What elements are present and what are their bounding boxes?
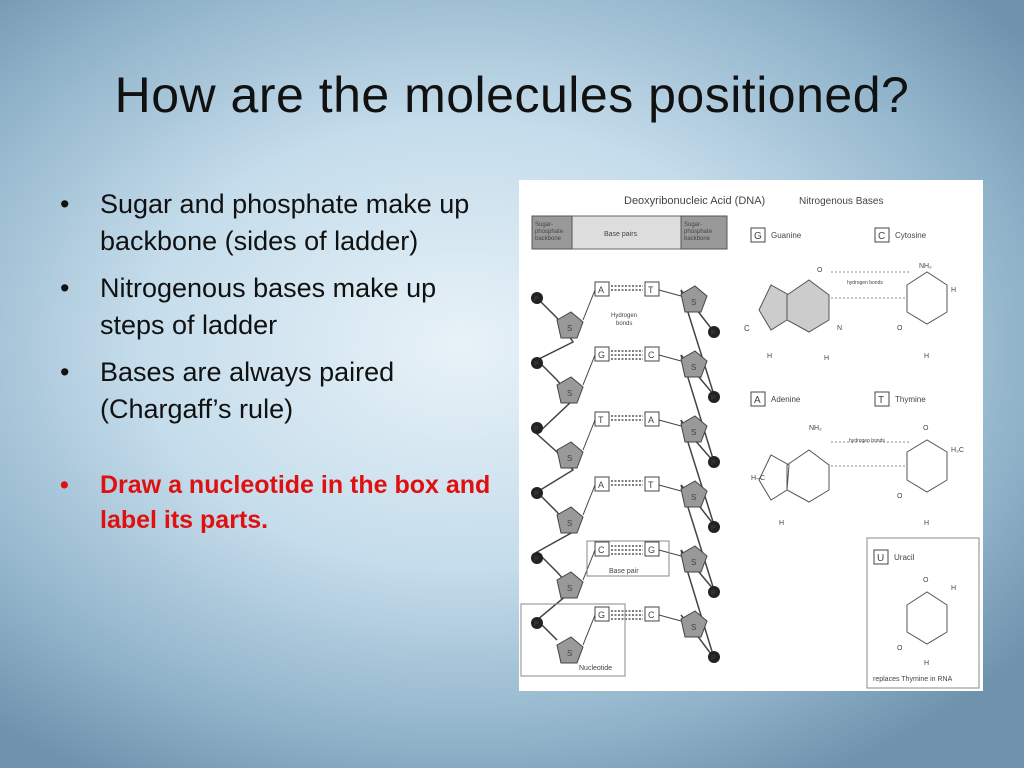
- uracil-name: Uracil: [894, 553, 915, 562]
- sugar-label: S: [691, 363, 697, 372]
- uracil-note: replaces Thymine in RNA: [873, 676, 953, 683]
- base-left: T: [598, 415, 604, 425]
- uracil-letter: U: [877, 553, 885, 564]
- base-right: C: [648, 350, 655, 360]
- uracil-panel: [867, 538, 979, 688]
- svg-text:H: H: [779, 520, 785, 527]
- phosphate-label: P: [534, 621, 539, 628]
- thymine-name: Thymine: [895, 395, 926, 404]
- base-right: C: [648, 610, 655, 620]
- sugar-label: S: [691, 623, 697, 632]
- svg-text:H: H: [924, 353, 930, 360]
- sugar-label: S: [567, 519, 573, 528]
- dna-figure: [519, 180, 983, 691]
- base-sugar-link: [583, 615, 595, 645]
- legend-mid-label: Base pairs: [604, 231, 638, 238]
- base-sugar-link: [583, 420, 595, 450]
- base-sugar-link: [583, 355, 595, 385]
- phosphate-label: P: [534, 361, 539, 368]
- svg-text:H–C: H–C: [751, 475, 766, 482]
- phosphate-label: P: [711, 460, 716, 467]
- dna-diagram: [519, 180, 983, 691]
- phosphate-label: P: [534, 296, 539, 303]
- guanine-structure: [744, 228, 842, 362]
- base-sugar-link: [659, 355, 681, 361]
- sugar-label: S: [567, 584, 573, 593]
- base-left: A: [598, 285, 605, 295]
- legend-left-label-3: backbone: [535, 236, 562, 242]
- svg-text:O: O: [923, 577, 929, 584]
- base-left: G: [598, 610, 606, 620]
- svg-text:C: C: [744, 324, 750, 333]
- base-sugar-link: [583, 290, 595, 320]
- svg-text:O: O: [817, 267, 823, 274]
- phosphate-label: P: [534, 491, 539, 498]
- right-backbone: [681, 290, 714, 658]
- legend-right-label-3: backbone: [684, 236, 711, 242]
- thymine-letter: T: [878, 395, 885, 406]
- sugar-label: S: [567, 454, 573, 463]
- sugar-label: S: [691, 558, 697, 567]
- phosphate-label: P: [711, 330, 716, 337]
- svg-text:H: H: [924, 520, 930, 527]
- adenine-name: Adenine: [771, 395, 801, 404]
- base-sugar-link: [659, 485, 681, 491]
- svg-text:H: H: [951, 287, 957, 294]
- legend-right-label-2: phosphate: [684, 229, 713, 235]
- dna-title: Deoxyribonucleic Acid (DNA): [624, 195, 766, 207]
- sugar-label: S: [691, 428, 697, 437]
- phosphate-label: P: [534, 426, 539, 433]
- svg-text:N: N: [837, 325, 843, 332]
- svg-text:O: O: [897, 325, 903, 332]
- cytosine-name: Cytosine: [895, 231, 927, 240]
- base-right: G: [648, 545, 656, 555]
- at-hbond-label: hydrogen bonds: [849, 438, 885, 444]
- phosphate-label: P: [711, 395, 716, 402]
- svg-text:NH₂: NH₂: [809, 425, 822, 432]
- base-right: T: [648, 285, 654, 295]
- legend-left-label-2: phosphate: [535, 229, 564, 235]
- base-pair-label: Base pair: [609, 568, 639, 575]
- svg-text:H: H: [924, 660, 930, 667]
- base-right: A: [648, 415, 655, 425]
- base-sugar-link: [659, 615, 681, 621]
- thymine-structure: [875, 392, 964, 527]
- base-sugar-link: [659, 550, 681, 556]
- sugar-label: S: [691, 298, 697, 307]
- bullet-backbone: • Sugar and phosphate make up backbone (sides of ladder): [60, 186, 500, 260]
- legend-right-label: Sugar-: [684, 222, 703, 228]
- svg-text:H: H: [951, 585, 957, 592]
- svg-text:O: O: [897, 493, 903, 500]
- bullet-chargaff: • Bases are always paired (Chargaff’s rule): [60, 354, 500, 428]
- guanine-name: Guanine: [771, 231, 802, 240]
- guanine-letter: G: [754, 231, 762, 242]
- slide-title: How are the molecules positioned?: [114, 67, 910, 123]
- adenine-letter: A: [754, 395, 761, 406]
- nucleotide-label: Nucleotide: [579, 665, 613, 672]
- base-left: A: [598, 480, 605, 490]
- svg-text:H: H: [824, 355, 830, 362]
- bases-title: Nitrogenous Bases: [799, 196, 884, 207]
- sugar-label: S: [567, 649, 573, 658]
- phosphate-label: P: [711, 525, 716, 532]
- svg-text:H: H: [767, 353, 773, 360]
- cytosine-structure: [875, 228, 956, 360]
- cytosine-letter: C: [878, 231, 886, 242]
- sugar-label: S: [567, 389, 573, 398]
- gc-hbond-label: hydrogen bonds: [847, 280, 883, 286]
- sugar-label: S: [567, 324, 573, 333]
- phosphate-label: P: [711, 655, 716, 662]
- legend-left-label: Sugar-: [535, 222, 554, 228]
- base-sugar-link: [659, 290, 681, 296]
- phosphate-label: P: [534, 556, 539, 563]
- svg-text:O: O: [923, 425, 929, 432]
- base-right: T: [648, 480, 654, 490]
- svg-text:NH₂: NH₂: [919, 263, 932, 270]
- phosphate-label: P: [711, 590, 716, 597]
- bullet-list: [60, 186, 500, 548]
- bullet-bases: • Nitrogenous bases make up steps of ladder: [60, 270, 500, 344]
- sugar-label: S: [691, 493, 697, 502]
- bullet-instruction: • Draw a nucleotide in the box and label its parts.: [60, 468, 500, 538]
- svg-text:H₃C: H₃C: [951, 447, 964, 454]
- adenine-structure: [751, 392, 829, 527]
- hbond-label-2: bonds: [616, 321, 633, 327]
- base-sugar-link: [659, 420, 681, 426]
- hbond-label: Hydrogen: [611, 313, 638, 319]
- base-left: G: [598, 350, 606, 360]
- base-sugar-link: [583, 485, 595, 515]
- base-left: C: [598, 545, 605, 555]
- svg-text:O: O: [897, 645, 903, 652]
